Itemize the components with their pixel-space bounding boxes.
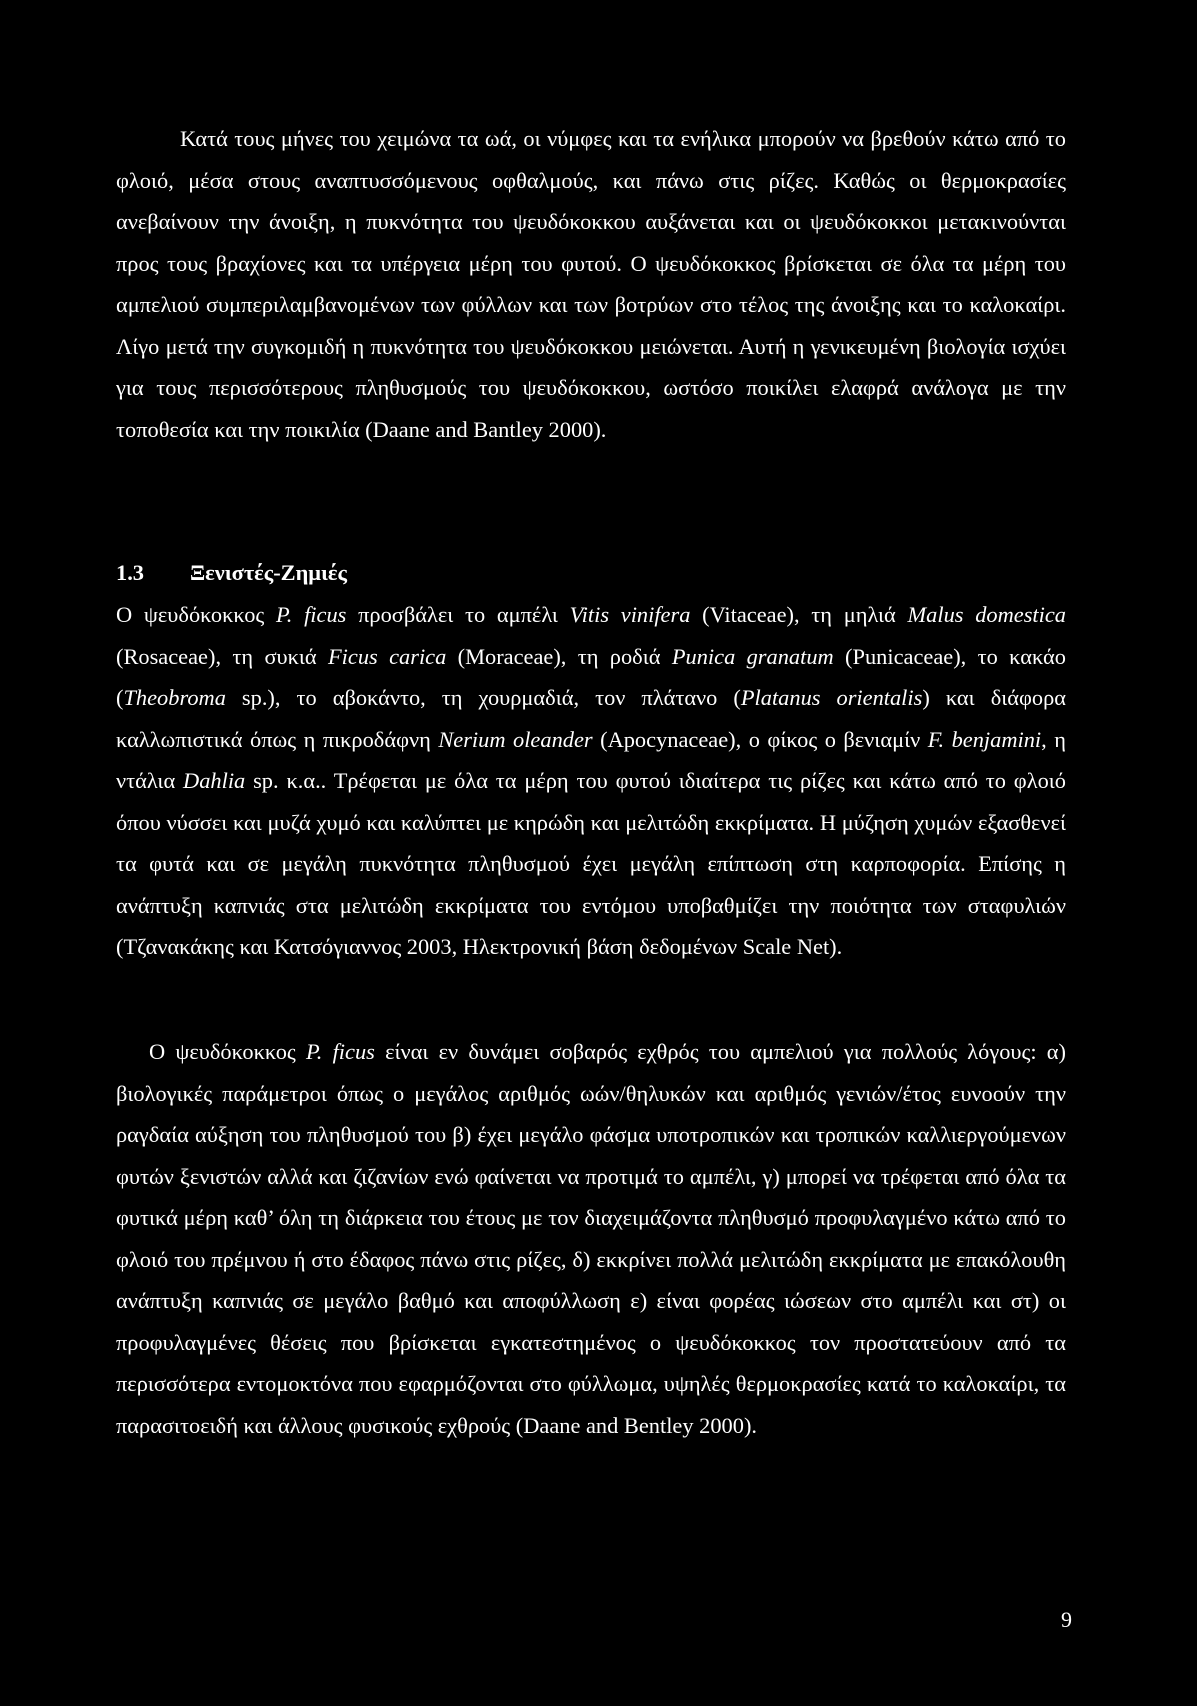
species-name: Dahlia <box>183 768 246 793</box>
section-title: Ξενιστές-Ζημιές <box>190 560 347 585</box>
species-name: F. benjamini <box>927 726 1042 752</box>
paragraph-hosts-damage: Ο ψευδόκοκκος P. ficus προσβάλει το αμπέλι Vitis vinifera (Vitaceae), τη μηλιά Malus domestica (Rosaceae), τη συκιά Ficus carica (Moraceae), τη ροδιά Punica granatum (Punicaceae), το κακάο (Theobroma sp.), το αβοκάντο, τη χουρμαδιά, τον πλάτανο (Platanus orientalis) και διάφορα καλλωπιστικά όπως η πικροδάφνη Nerium oleander (Apocynaceae), ο φίκος ο βενιαμίν F. benjamini, η ντάλια Dahlia sp. κ.α.. Τρέφεται με όλα τα μέρη του φυτού ιδιαίτερα τις ρίζες και κάτω από το φλοιό όπου νύσσει και μυζά χυμό και καλύπτει με κηρώδη και μελιτώδη εκκρίματα. Η μύζηση χυμών εξασθενεί τα φυτά και σε μεγάλη πυκνότητα πληθυσμού έχει μεγάλη επίπτωση στη καρποφορία. Επίσης η ανάπτυξη καπνιάς στα μελιτώδη εκκρίματα του εντόμου υποβαθμίζει την ποιότητα των σταφυλιών (Τζανακάκης και Κατσόγιαννος 2003, Ηλεκτρονική βάση δεδομένων Scale Net). <box>116 602 1067 959</box>
species-name: Theobroma <box>123 685 226 710</box>
species-name: Nerium oleander <box>438 726 593 752</box>
species-name: Punica granatum <box>671 643 834 669</box>
page-number: 9 <box>1061 1607 1072 1632</box>
species-name: Ficus carica <box>328 643 447 669</box>
species-name: Vitis vinifera <box>569 602 691 627</box>
species-name: Malus domestica <box>907 602 1066 627</box>
species-name: Platanus orientalis <box>740 685 923 710</box>
species-name: P. ficus <box>305 1039 375 1064</box>
paragraph-overwintering: Κατά τους μήνες του χειμώνα τα ωά, οι νύμφες και τα ενήλικα μπορούν να βρεθούν κάτω από το φλοιό, μέσα στους αναπτυσσόμενους οφθαλμούς, και πάνω στις ρίζες. Καθώς οι θερμοκρασίες ανεβαίνουν την άνοιξη, η πυκνότητα του ψευδόκοκκου αυξάνεται και οι ψευδόκοκκοι μετακινούνται προς τους βραχίονες και τα υπέργεια μέρη του φυτού. Ο ψευδόκοκκος βρίσκεται σε όλα τα μέρη του αμπελιού συμπεριλαμβανομένων των φύλλων και των βοτρύων στο τέλος της άνοιξης και το καλοκαίρι. Λίγο μετά την συγκομιδή η πυκνότητα του ψευδόκοκκου μειώνεται. Αυτή η γενικευμένη βιολογία ισχύει για τους περισσότερους πληθυσμούς του ψευδόκοκκου, ωστόσο ποικίλει ελαφρά ανάλογα με την τοποθεσία και την ποικιλία (Daane and Bantley 2000). <box>116 126 1066 442</box>
section-number: 1.3 <box>116 560 144 585</box>
species-name: P. ficus <box>275 602 347 627</box>
section-heading <box>116 558 347 588</box>
paragraph-pest-reasons: Ο ψευδόκοκκος P. ficus είναι εν δυνάμει σοβαρός εχθρός του αμπελιού για πολλούς λόγους: α) βιολογικές παράμετροι όπως ο μεγάλος αριθμός ωών/θηλυκών και αριθμός γενιών/έτος ευνοούν την ραγδαία αύξηση του πληθυσμού του β) έχει μεγάλο φάσμα υποτροπικών και τροπικών καλλιεργούμενων φυτών ξενιστών αλλά και ζιζανίων ενώ φαίνεται να προτιμά το αμπέλι, γ) μπορεί να τρέφεται από όλα τα φυτικά μέρη καθ’ όλη τη διάρκεια του έτους με τον διαχειμάζοντα πληθυσμό προφυλαγμένο κάτω από το φλοιό του πρέμνου ή στο έδαφος πάνω στις ρίζες, δ) εκκρίνει πολλά μελιτώδη εκκρίματα με επακόλουθη ανάπτυξη καπνιάς σε μεγάλο βαθμό και αποφύλλωση ε) είναι φορέας ιώσεων στο αμπέλι και στ) οι προφυλαγμένες θέσεις που βρίσκεται εγκατεστημένος ο ψευδόκοκκος τον προστατεύουν από τα περισσότερα εντομοκτόνα που εφαρμόζονται στο φύλλωμα, υψηλές θερμοκρασίες κατά το καλοκαίρι, τα παρασιτοειδή και άλλους φυσικούς εχθρούς (Daane and Bentley 2000). <box>116 1039 1066 1438</box>
